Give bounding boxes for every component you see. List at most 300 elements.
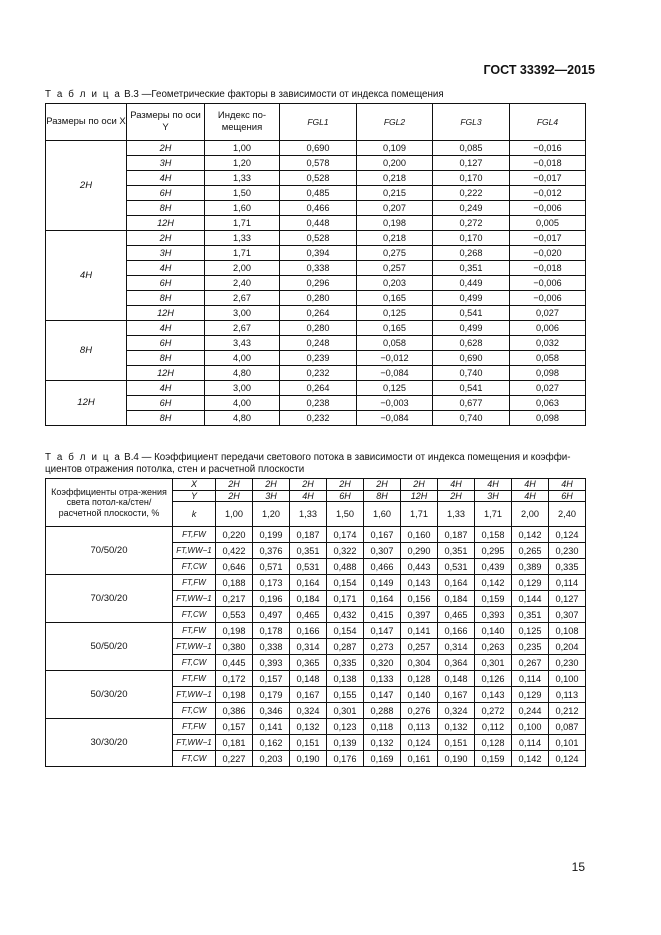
table-cell: 0,276 bbox=[401, 703, 438, 719]
table-cell: 0,267 bbox=[512, 655, 549, 671]
function-name: FT,WW−1 bbox=[173, 639, 216, 655]
table-cell: 0,257 bbox=[401, 639, 438, 655]
y-value: 6H bbox=[549, 490, 586, 502]
table-cell: 0,159 bbox=[475, 751, 512, 767]
table-b4 bbox=[45, 478, 586, 767]
table-cell: 3H bbox=[127, 156, 205, 171]
table-cell: 0,161 bbox=[401, 751, 438, 767]
reflectance-group-label: 70/30/20 bbox=[46, 575, 173, 623]
table-cell: 0,114 bbox=[512, 671, 549, 687]
table-cell: 0,108 bbox=[549, 623, 586, 639]
table-cell: 0,184 bbox=[438, 591, 475, 607]
table-cell: 0,190 bbox=[438, 751, 475, 767]
table-cell: 0,335 bbox=[549, 559, 586, 575]
table-cell: 0,178 bbox=[253, 623, 290, 639]
table-cell: 0,129 bbox=[512, 687, 549, 703]
table-cell: 0,690 bbox=[433, 351, 510, 366]
table-cell: 4,00 bbox=[205, 396, 280, 411]
table-cell: 0,203 bbox=[253, 751, 290, 767]
x-value: 2H bbox=[216, 479, 253, 491]
table-cell: 0,114 bbox=[549, 575, 586, 591]
table-cell: 0,198 bbox=[216, 623, 253, 639]
k-value: 1,00 bbox=[216, 502, 253, 527]
table-cell: 0,100 bbox=[512, 719, 549, 735]
table-cell: 12H bbox=[127, 306, 205, 321]
table-cell: 0,690 bbox=[280, 141, 357, 156]
table-cell: 0,232 bbox=[280, 411, 357, 426]
caption-text: В.4 — Коэффициент передачи светового потока в зависимости от индекса помещения и коэффи- bbox=[121, 452, 571, 463]
table-cell: 0,181 bbox=[216, 735, 253, 751]
table-cell: 0,628 bbox=[433, 336, 510, 351]
table-cell: 0,393 bbox=[475, 607, 512, 623]
y-value: 12H bbox=[401, 490, 438, 502]
function-name: FT,FW bbox=[173, 575, 216, 591]
table-cell: 0,199 bbox=[253, 527, 290, 543]
table-cell: 0,232 bbox=[280, 366, 357, 381]
table-cell: 0,571 bbox=[253, 559, 290, 575]
table-cell: 1,33 bbox=[205, 171, 280, 186]
table-cell: 0,154 bbox=[327, 575, 364, 591]
y-value: 2H bbox=[216, 490, 253, 502]
table-cell: 0,264 bbox=[280, 306, 357, 321]
table-cell: 0,005 bbox=[510, 216, 586, 231]
function-name: FT,CW bbox=[173, 703, 216, 719]
table-cell: 0,488 bbox=[327, 559, 364, 575]
table-cell: 0,127 bbox=[549, 591, 586, 607]
table-cell: 0,190 bbox=[290, 751, 327, 767]
table-cell: 0,295 bbox=[475, 543, 512, 559]
function-name: FT,WW−1 bbox=[173, 591, 216, 607]
table-cell: 0,314 bbox=[438, 639, 475, 655]
table-cell: 6H bbox=[127, 276, 205, 291]
function-name: FT,FW bbox=[173, 719, 216, 735]
table-row bbox=[46, 231, 586, 246]
table-cell: −0,006 bbox=[510, 291, 586, 306]
y-value: 4H bbox=[512, 490, 549, 502]
table-cell: 0,085 bbox=[433, 141, 510, 156]
table-cell: 0,126 bbox=[475, 671, 512, 687]
table-cell: 0,230 bbox=[549, 655, 586, 671]
table-cell: 0,218 bbox=[357, 171, 433, 186]
table-cell: 0,422 bbox=[216, 543, 253, 559]
table-cell: 0,203 bbox=[357, 276, 433, 291]
table-row bbox=[46, 291, 586, 306]
table-cell: 1,71 bbox=[205, 246, 280, 261]
table-cell: 0,445 bbox=[216, 655, 253, 671]
table-cell: 0,314 bbox=[290, 639, 327, 655]
table-cell: 0,528 bbox=[280, 171, 357, 186]
table-cell: 2,67 bbox=[205, 321, 280, 336]
table-cell: 0,415 bbox=[364, 607, 401, 623]
table-cell: 0,109 bbox=[357, 141, 433, 156]
table-cell: 0,393 bbox=[253, 655, 290, 671]
table-cell: 0,166 bbox=[290, 623, 327, 639]
table-cell: 0,176 bbox=[327, 751, 364, 767]
table-row bbox=[46, 366, 586, 381]
table-cell: 6H bbox=[127, 336, 205, 351]
table-cell: 0,157 bbox=[253, 671, 290, 687]
table-cell: 0,204 bbox=[549, 639, 586, 655]
group-label-x: 12H bbox=[46, 381, 127, 426]
table-cell: 0,138 bbox=[327, 671, 364, 687]
table-cell: 0,098 bbox=[510, 366, 586, 381]
table-cell: 4H bbox=[127, 171, 205, 186]
table-cell: 0,157 bbox=[216, 719, 253, 735]
table-cell: 0,184 bbox=[290, 591, 327, 607]
table-cell: 0,244 bbox=[512, 703, 549, 719]
table-cell: 0,338 bbox=[253, 639, 290, 655]
table-cell: 0,113 bbox=[549, 687, 586, 703]
y-value: 3H bbox=[253, 490, 290, 502]
table-cell: 4H bbox=[127, 261, 205, 276]
table-cell: 0,740 bbox=[433, 366, 510, 381]
table-cell: 0,112 bbox=[475, 719, 512, 735]
table-cell: 0,265 bbox=[512, 543, 549, 559]
table-cell: 0,149 bbox=[364, 575, 401, 591]
table-cell: 0,140 bbox=[401, 687, 438, 703]
table-cell: 8H bbox=[127, 351, 205, 366]
page-number: 15 bbox=[571, 860, 585, 874]
k-value: 1,20 bbox=[253, 502, 290, 527]
table-cell: 0,063 bbox=[510, 396, 586, 411]
table-row bbox=[46, 201, 586, 216]
table-cell: 0,125 bbox=[357, 306, 433, 321]
table-cell: 0,118 bbox=[364, 719, 401, 735]
table-cell: 0,499 bbox=[433, 321, 510, 336]
table-cell: 0,027 bbox=[510, 306, 586, 321]
table-cell: 0,215 bbox=[357, 186, 433, 201]
table-cell: 0,272 bbox=[433, 216, 510, 231]
table-cell: 0,238 bbox=[280, 396, 357, 411]
table-cell: 0,335 bbox=[327, 655, 364, 671]
table-row bbox=[46, 336, 586, 351]
k-value: 1,60 bbox=[364, 502, 401, 527]
table-cell: 2,67 bbox=[205, 291, 280, 306]
k-label: k bbox=[173, 502, 216, 527]
column-header: Размеры по оси Y bbox=[127, 104, 205, 141]
table-cell: 0,128 bbox=[475, 735, 512, 751]
table-cell: 0,147 bbox=[364, 623, 401, 639]
table-cell: 0,142 bbox=[512, 751, 549, 767]
table-cell: 0,114 bbox=[512, 735, 549, 751]
table-cell: 0,187 bbox=[290, 527, 327, 543]
table-cell: 0,304 bbox=[401, 655, 438, 671]
table-cell: 0,394 bbox=[280, 246, 357, 261]
table-b3 bbox=[45, 103, 586, 426]
table-row bbox=[46, 396, 586, 411]
table-cell: −0,016 bbox=[510, 141, 586, 156]
table-cell: 1,71 bbox=[205, 216, 280, 231]
table-cell: 0,158 bbox=[475, 527, 512, 543]
function-name: FT,FW bbox=[173, 671, 216, 687]
table-cell: 1,50 bbox=[205, 186, 280, 201]
table-cell: 0,320 bbox=[364, 655, 401, 671]
table-cell: 1,00 bbox=[205, 141, 280, 156]
header-row bbox=[46, 104, 586, 141]
table-b4-caption bbox=[45, 452, 571, 476]
column-header: FGL1 bbox=[280, 104, 357, 141]
standard-header: ГОСТ 33392—2015 bbox=[483, 63, 595, 77]
y-value: 8H bbox=[364, 490, 401, 502]
table-cell: 0,098 bbox=[510, 411, 586, 426]
k-value: 1,33 bbox=[290, 502, 327, 527]
function-name: FT,FW bbox=[173, 527, 216, 543]
table-row bbox=[46, 216, 586, 231]
table-cell: 0,249 bbox=[433, 201, 510, 216]
table-cell: 0,032 bbox=[510, 336, 586, 351]
table-cell: 0,338 bbox=[280, 261, 357, 276]
table-cell: 0,296 bbox=[280, 276, 357, 291]
table-cell: 0,143 bbox=[401, 575, 438, 591]
table-cell: 6H bbox=[127, 396, 205, 411]
table-cell: −0,084 bbox=[357, 366, 433, 381]
table-cell: 3,00 bbox=[205, 306, 280, 321]
table-cell: 0,162 bbox=[253, 735, 290, 751]
table-row bbox=[46, 306, 586, 321]
table-cell: −0,012 bbox=[357, 351, 433, 366]
table-cell: 1,33 bbox=[205, 231, 280, 246]
group-label-x: 2H bbox=[46, 141, 127, 231]
x-value: 2H bbox=[327, 479, 364, 491]
reflectance-group-label: 70/50/20 bbox=[46, 527, 173, 575]
table-cell: 0,179 bbox=[253, 687, 290, 703]
table-cell: 3,43 bbox=[205, 336, 280, 351]
table-row bbox=[46, 575, 586, 591]
table-cell: −0,084 bbox=[357, 411, 433, 426]
table-cell: 0,196 bbox=[253, 591, 290, 607]
table-cell: 0,740 bbox=[433, 411, 510, 426]
table-cell: 0,346 bbox=[253, 703, 290, 719]
table-cell: 0,128 bbox=[401, 671, 438, 687]
table-cell: 0,164 bbox=[438, 575, 475, 591]
x-value: 2H bbox=[290, 479, 327, 491]
function-name: FT,CW bbox=[173, 607, 216, 623]
table-cell: 0,123 bbox=[327, 719, 364, 735]
table-cell: 0,288 bbox=[364, 703, 401, 719]
table-row bbox=[46, 246, 586, 261]
table-cell: 0,239 bbox=[280, 351, 357, 366]
table-cell: 0,448 bbox=[280, 216, 357, 231]
table-row bbox=[46, 719, 586, 735]
table-cell: 0,235 bbox=[512, 639, 549, 655]
table-cell: 0,263 bbox=[475, 639, 512, 655]
table-cell: 0,280 bbox=[280, 321, 357, 336]
function-name: FT,WW−1 bbox=[173, 687, 216, 703]
table-cell: 0,132 bbox=[290, 719, 327, 735]
table-cell: 0,290 bbox=[401, 543, 438, 559]
function-name: FT,CW bbox=[173, 655, 216, 671]
k-value: 1,50 bbox=[327, 502, 364, 527]
table-cell: 0,142 bbox=[475, 575, 512, 591]
x-value: 4H bbox=[549, 479, 586, 491]
table-cell: 0,466 bbox=[364, 559, 401, 575]
table-cell: 0,058 bbox=[510, 351, 586, 366]
y-value: 2H bbox=[438, 490, 475, 502]
table-cell: 0,125 bbox=[512, 623, 549, 639]
table-cell: 0,531 bbox=[290, 559, 327, 575]
table-cell: 2,40 bbox=[205, 276, 280, 291]
table-cell: 0,124 bbox=[549, 527, 586, 543]
table-cell: 0,133 bbox=[364, 671, 401, 687]
column-header: Размеры по оси X bbox=[46, 104, 127, 141]
table-cell: 8H bbox=[127, 291, 205, 306]
table-row bbox=[46, 411, 586, 426]
function-name: FT,CW bbox=[173, 559, 216, 575]
k-value: 1,33 bbox=[438, 502, 475, 527]
reflectance-group-label: 50/50/20 bbox=[46, 623, 173, 671]
table-cell: 0,198 bbox=[357, 216, 433, 231]
table-cell: 0,541 bbox=[433, 381, 510, 396]
table-cell: 0,198 bbox=[216, 687, 253, 703]
table-cell: 0,217 bbox=[216, 591, 253, 607]
table-cell: −0,020 bbox=[510, 246, 586, 261]
table-cell: 0,273 bbox=[364, 639, 401, 655]
x-label: X bbox=[173, 479, 216, 491]
table-row bbox=[46, 156, 586, 171]
table-cell: 0,324 bbox=[438, 703, 475, 719]
table-cell: 12H bbox=[127, 216, 205, 231]
reflectance-group-label: 30/30/20 bbox=[46, 719, 173, 767]
table-row bbox=[46, 141, 586, 156]
column-header: FGL2 bbox=[357, 104, 433, 141]
table-cell: 0,142 bbox=[512, 527, 549, 543]
table-cell: 0,287 bbox=[327, 639, 364, 655]
table-cell: 0,167 bbox=[290, 687, 327, 703]
table-cell: 0,275 bbox=[357, 246, 433, 261]
table-cell: 0,439 bbox=[475, 559, 512, 575]
caption-label: Т а б л и ц а bbox=[45, 452, 122, 463]
caption-text-line2: циентов отражения потолка, стен и расчетной плоскости bbox=[45, 464, 305, 475]
table-cell: 0,222 bbox=[433, 186, 510, 201]
table-cell: 2H bbox=[127, 231, 205, 246]
table-cell: 0,578 bbox=[280, 156, 357, 171]
table-cell: 0,465 bbox=[438, 607, 475, 623]
table-row bbox=[46, 527, 586, 543]
k-value: 2,00 bbox=[512, 502, 549, 527]
table-cell: 0,449 bbox=[433, 276, 510, 291]
table-cell: 0,148 bbox=[438, 671, 475, 687]
table-cell: 0,156 bbox=[401, 591, 438, 607]
k-value: 2,40 bbox=[549, 502, 586, 527]
table-cell: 0,230 bbox=[549, 543, 586, 559]
table-row bbox=[46, 171, 586, 186]
table-cell: 0,397 bbox=[401, 607, 438, 623]
table-cell: 0,646 bbox=[216, 559, 253, 575]
table-cell: 0,351 bbox=[290, 543, 327, 559]
table-cell: 0,139 bbox=[327, 735, 364, 751]
table-row bbox=[46, 186, 586, 201]
table-cell: 0,322 bbox=[327, 543, 364, 559]
table-cell: 0,160 bbox=[401, 527, 438, 543]
x-value: 4H bbox=[438, 479, 475, 491]
table-cell: 0,173 bbox=[253, 575, 290, 591]
y-label: Y bbox=[173, 490, 216, 502]
k-value: 1,71 bbox=[401, 502, 438, 527]
table-cell: 0,200 bbox=[357, 156, 433, 171]
table-cell: 0,465 bbox=[290, 607, 327, 623]
table-row bbox=[46, 261, 586, 276]
table-cell: 0,143 bbox=[475, 687, 512, 703]
table-cell: 0,170 bbox=[433, 171, 510, 186]
x-header-row bbox=[46, 479, 586, 491]
column-header: FGL4 bbox=[510, 104, 586, 141]
table-cell: 8H bbox=[127, 201, 205, 216]
table-row bbox=[46, 623, 586, 639]
table-cell: 0,165 bbox=[357, 291, 433, 306]
table-cell: 0,376 bbox=[253, 543, 290, 559]
k-value: 1,71 bbox=[475, 502, 512, 527]
x-value: 4H bbox=[475, 479, 512, 491]
function-name: FT,CW bbox=[173, 751, 216, 767]
function-name: FT,WW−1 bbox=[173, 735, 216, 751]
table-cell: −0,017 bbox=[510, 231, 586, 246]
caption-label: Т а б л и ц а bbox=[45, 89, 122, 100]
table-cell: 4H bbox=[127, 381, 205, 396]
function-name: FT,FW bbox=[173, 623, 216, 639]
table-cell: 0,212 bbox=[549, 703, 586, 719]
table-cell: −0,012 bbox=[510, 186, 586, 201]
table-cell: 0,132 bbox=[438, 719, 475, 735]
table-cell: 0,164 bbox=[290, 575, 327, 591]
table-row bbox=[46, 671, 586, 687]
table-cell: 0,351 bbox=[433, 261, 510, 276]
table-cell: 0,124 bbox=[401, 735, 438, 751]
table-cell: 0,058 bbox=[357, 336, 433, 351]
table-cell: 0,147 bbox=[364, 687, 401, 703]
table-cell: 0,301 bbox=[475, 655, 512, 671]
table-cell: 0,264 bbox=[280, 381, 357, 396]
reflectance-group-label: 50/30/20 bbox=[46, 671, 173, 719]
y-value: 3H bbox=[475, 490, 512, 502]
table-cell: 0,324 bbox=[290, 703, 327, 719]
table-cell: 6H bbox=[127, 186, 205, 201]
table-cell: −0,003 bbox=[357, 396, 433, 411]
table-cell: 0,169 bbox=[364, 751, 401, 767]
table-cell: 0,307 bbox=[549, 607, 586, 623]
table-cell: 0,101 bbox=[549, 735, 586, 751]
table-cell: 0,087 bbox=[549, 719, 586, 735]
table-cell: 3H bbox=[127, 246, 205, 261]
table-cell: 3,00 bbox=[205, 381, 280, 396]
x-value: 4H bbox=[512, 479, 549, 491]
table-cell: 0,164 bbox=[364, 591, 401, 607]
caption-text: В.3 —Геометрические факторы в зависимости от индекса помещения bbox=[121, 89, 444, 100]
table-row bbox=[46, 276, 586, 291]
table-cell: 0,218 bbox=[357, 231, 433, 246]
table-cell: 0,432 bbox=[327, 607, 364, 623]
table-cell: 0,127 bbox=[433, 156, 510, 171]
table-cell: 4,80 bbox=[205, 366, 280, 381]
x-value: 2H bbox=[253, 479, 290, 491]
table-cell: 4H bbox=[127, 321, 205, 336]
table-cell: 0,499 bbox=[433, 291, 510, 306]
table-cell: 4,80 bbox=[205, 411, 280, 426]
table-cell: 0,485 bbox=[280, 186, 357, 201]
table-cell: 0,351 bbox=[438, 543, 475, 559]
table-cell: 0,380 bbox=[216, 639, 253, 655]
table-b3-caption bbox=[45, 89, 444, 101]
table-cell: 0,151 bbox=[290, 735, 327, 751]
table-cell: 0,188 bbox=[216, 575, 253, 591]
table-cell: 0,165 bbox=[357, 321, 433, 336]
table-cell: 0,227 bbox=[216, 751, 253, 767]
table-cell: 0,141 bbox=[401, 623, 438, 639]
table-cell: 0,166 bbox=[438, 623, 475, 639]
y-value: 4H bbox=[290, 490, 327, 502]
table-cell: 0,466 bbox=[280, 201, 357, 216]
table-cell: 0,172 bbox=[216, 671, 253, 687]
table-cell: 0,389 bbox=[512, 559, 549, 575]
